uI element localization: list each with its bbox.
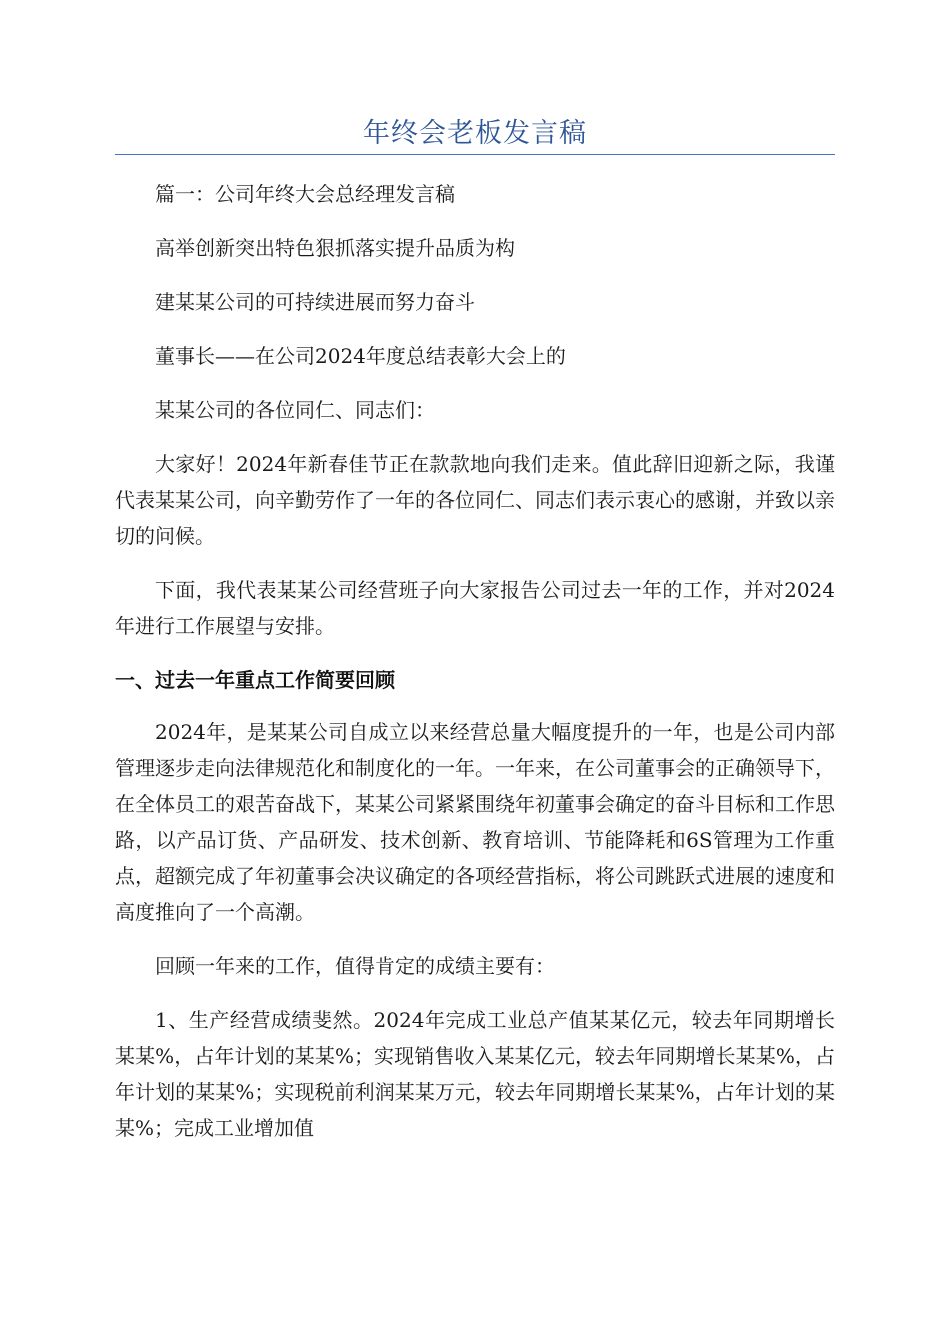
paragraph-intro: 下面，我代表某某公司经营班子向大家报告公司过去一年的工作，并对2024年进行工作展望与安排。 — [115, 578, 835, 638]
document-body — [115, 176, 835, 1164]
paragraph-achievement-1: 1、生产经营成绩斐然。2024年完成工业总产值某某亿元，较去年同期增长某某%，占年计划的某某%；实现销售收入某某亿元，较去年同期增长某某%，占年计划的某某%；实现税前利润某某万元，较去年同期增长某某%，占年计划的某某%；完成工业增加值 — [115, 1008, 835, 1140]
title-underline — [115, 154, 835, 155]
paragraph-achievements-intro: 回顾一年来的工作，值得肯定的成绩主要有： — [155, 954, 555, 978]
paragraph-slogan-1: 高举创新突出特色狠抓落实提升品质为构 — [155, 236, 515, 260]
paragraph-salutation: 某某公司的各位同仁、同志们： — [155, 398, 435, 422]
paragraph-subtitle: 篇一：公司年终大会总经理发言稿 — [155, 182, 455, 206]
document-title: 年终会老板发言稿 — [363, 118, 587, 149]
paragraph-greeting: 大家好！2024年新春佳节正在款款地向我们走来。值此辞旧迎新之际，我谨代表某某公司，向辛勤劳作了一年的各位同仁、同志们表示衷心的感谢，并致以亲切的问候。 — [115, 452, 835, 548]
paragraph-review: 2024年，是某某公司自成立以来经营总量大幅度提升的一年，也是公司内部管理逐步走向法律规范化和制度化的一年。一年来，在公司董事会的正确领导下，在全体员工的艰苦奋战下，某某公司紧紧围绕年初董事会确定的奋斗目标和工作思路，以产品订货、产品研发、技术创新、教育培训、节能降耗和6S管理为工作重点，超额完成了年初董事会决议确定的各项经营指标，将公司跳跃式进展的速度和高度推向了一个高潮。 — [115, 720, 835, 924]
paragraph-speaker: 董事长——在公司2024年度总结表彰大会上的 — [155, 344, 566, 368]
section-heading: 一、过去一年重点工作简要回顾 — [115, 668, 395, 692]
paragraph-slogan-2: 建某某公司的可持续进展而努力奋斗 — [155, 290, 475, 314]
